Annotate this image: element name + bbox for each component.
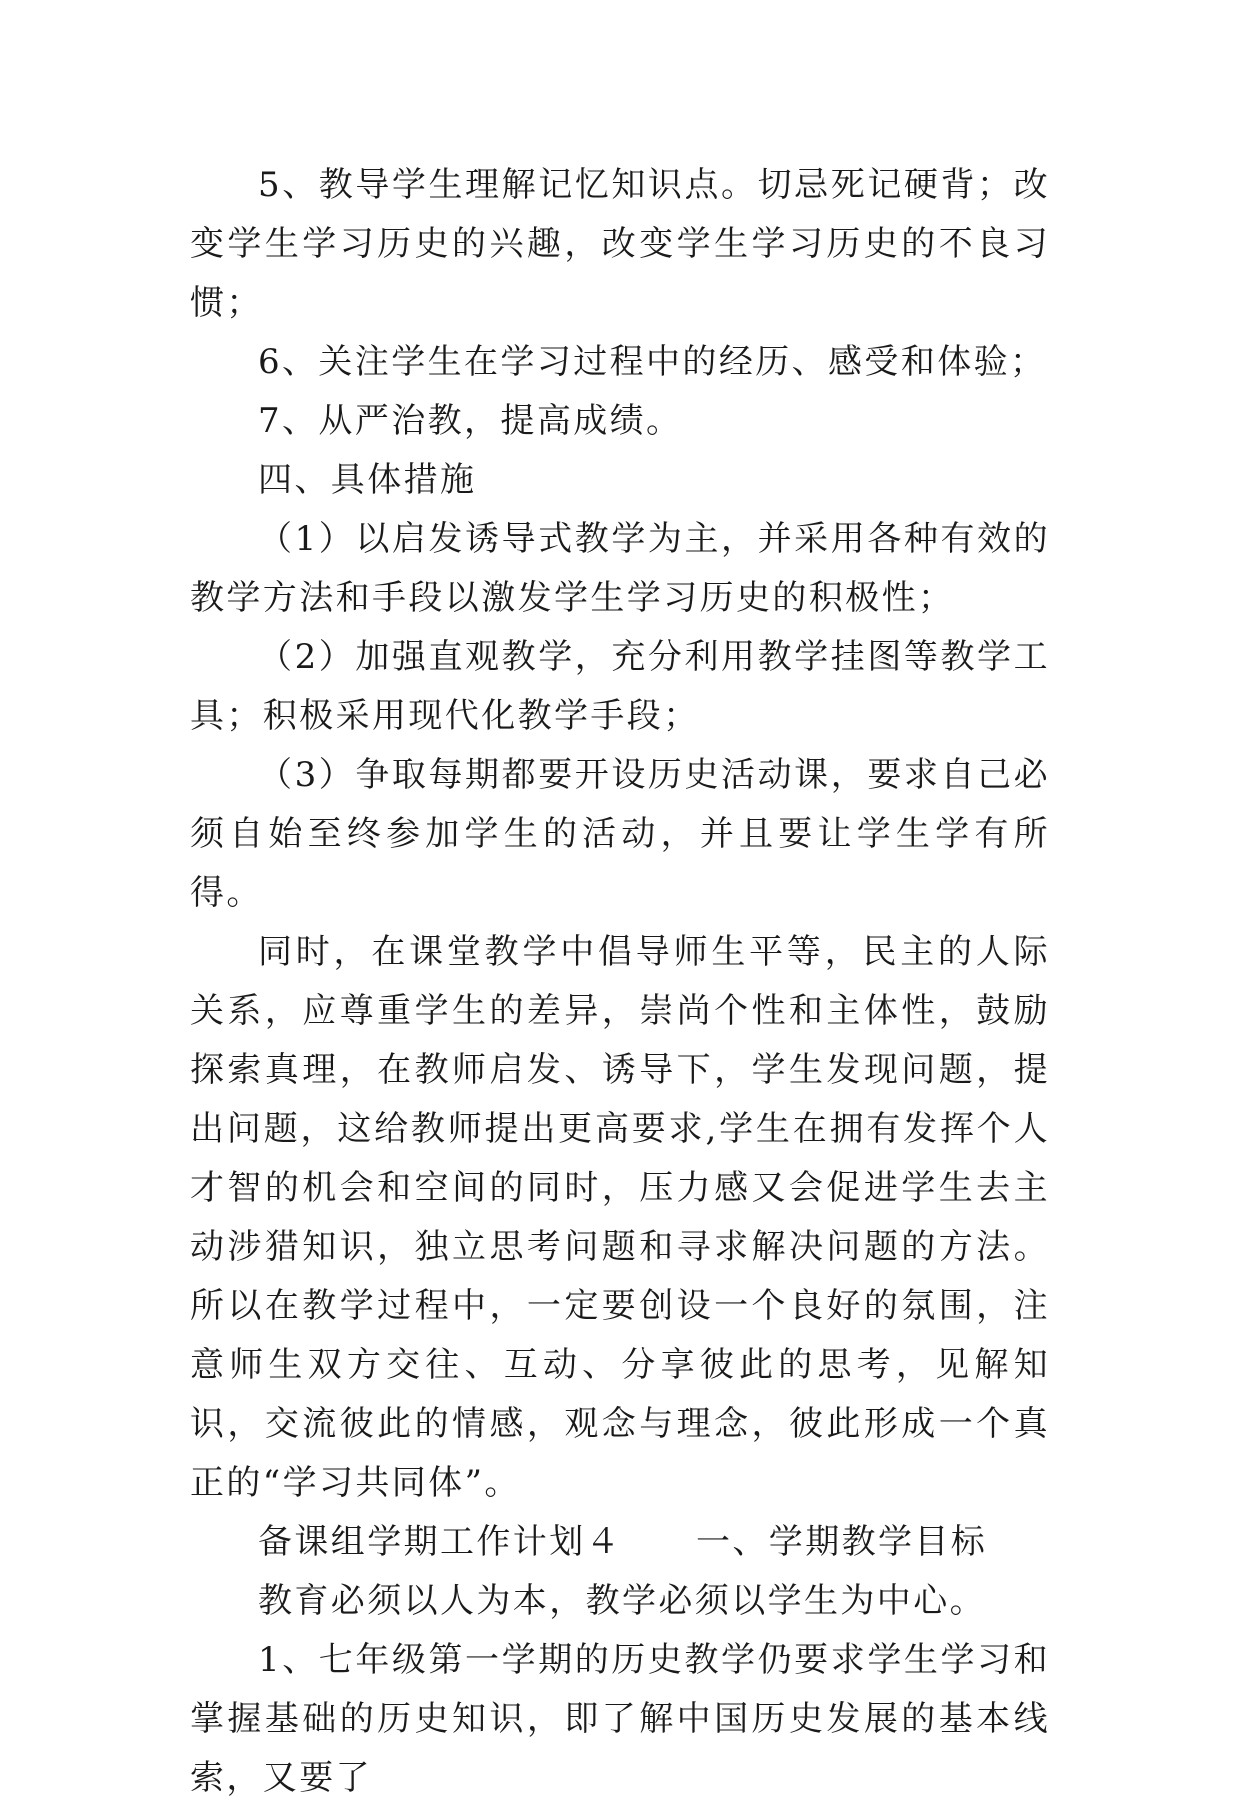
body-paragraph-relationship: 同时，在课堂教学中倡导师生平等，民主的人际关系，应尊重学生的差异，崇尚个性和主体性，鼓励探索真理，在教师启发、诱导下，学生发现问题，提出问题，这给教师提出更高要求,学生在拥有发挥个人才智的机会和空间的同时，压力感又会促进学生去主动涉猎知识，独立思考问题和寻求解决问题的方法。所以在教学过程中，一定要创设一个良好的氛围，注意师生双方交往、互动、分享彼此的思考，见解知识，交流彼此的情感，观念与理念，彼此形成一个真正的“学习共同体”。 [190, 932, 1050, 1503]
document-body [190, 156, 1050, 1808]
measure-item-3: （3）争取每期都要开设历史活动课，要求自己必须自始至终参加学生的活动，并且要让学生学有所得。 [190, 755, 1050, 913]
measure-item-2: （2）加强直观教学，充分利用教学挂图等教学工具；积极采用现代化教学手段； [190, 637, 1050, 736]
section-heading-measures: 四、具体措施 [258, 460, 477, 500]
section-title-goals: 一、学期教学目标 [696, 1522, 988, 1562]
paragraph-item-6: 6、关注学生在学习过程中的经历、感受和体验； [258, 342, 1047, 382]
goal-item-1: 1、七年级第一学期的历史教学仍要求学生学习和掌握基础的历史知识，即了解中国历史发展的基本线索，又要了 [190, 1640, 1050, 1798]
plan-heading-row [190, 1513, 1050, 1572]
paragraph-item-5: 5、教导学生理解记忆知识点。切忌死记硬背；改变学生学习历史的兴趣，改变学生学习历史的不良习惯； [190, 165, 1050, 323]
measure-item-1: （1）以启发诱导式教学为主，并采用各种有效的教学方法和手段以激发学生学习历史的积极性； [190, 519, 1050, 618]
paragraph-item-7: 7、从严治教，提高成绩。 [258, 401, 683, 441]
plan-title: 备课组学期工作计划４ [258, 1522, 622, 1562]
body-paragraph-principle: 教育必须以人为本，教学必须以学生为中心。 [258, 1581, 986, 1621]
